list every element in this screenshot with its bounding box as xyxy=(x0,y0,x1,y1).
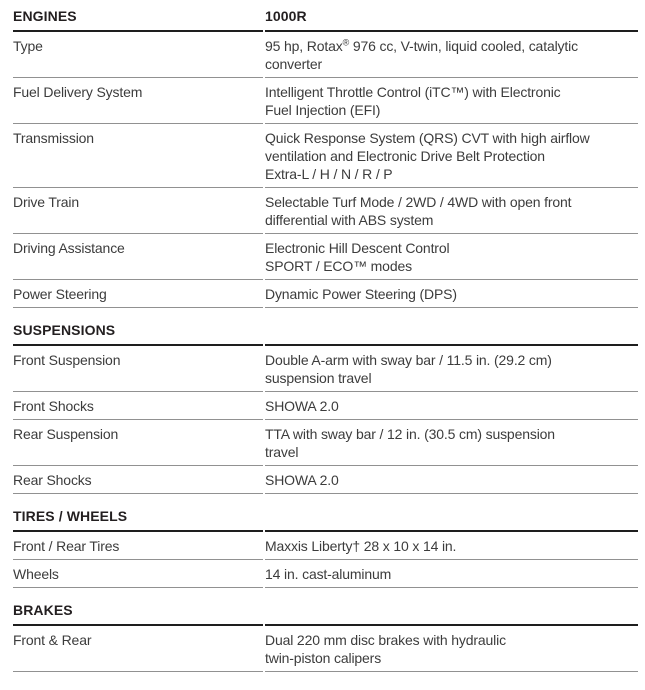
spec-value: Maxxis Liberty† 28 x 10 x 14 in. xyxy=(265,532,638,560)
section-heading-value: 1000R xyxy=(265,8,638,32)
section-header-row xyxy=(13,508,638,532)
spec-section-brakes xyxy=(13,602,638,672)
section-header-row xyxy=(13,322,638,346)
section-heading-value xyxy=(265,508,638,532)
spec-label: Drive Train xyxy=(13,188,263,234)
spec-value: TTA with sway bar / 12 in. (30.5 cm) suspension travel xyxy=(265,420,638,466)
section-heading: SUSPENSIONS xyxy=(13,322,263,346)
spec-row xyxy=(13,32,638,78)
spec-value: Dual 220 mm disc brakes with hydraulic twin-piston calipers xyxy=(265,626,638,672)
spec-row xyxy=(13,392,638,420)
spec-row xyxy=(13,234,638,280)
spec-row xyxy=(13,420,638,466)
section-heading: BRAKES xyxy=(13,602,263,626)
spec-section-suspensions xyxy=(13,322,638,494)
registered-trademark-symbol: ® xyxy=(342,37,350,48)
spec-value: SHOWA 2.0 xyxy=(265,466,638,494)
spec-value: SHOWA 2.0 xyxy=(265,392,638,420)
spec-value: Dynamic Power Steering (DPS) xyxy=(265,280,638,308)
spec-value: 14 in. cast-aluminum xyxy=(265,560,638,588)
spec-row xyxy=(13,532,638,560)
section-heading-value xyxy=(265,602,638,626)
spec-row xyxy=(13,280,638,308)
spec-row xyxy=(13,188,638,234)
spec-row xyxy=(13,466,638,494)
section-heading: TIRES / WHEELS xyxy=(13,508,263,532)
spec-value: Intelligent Throttle Control (iTC™) with Electronic Fuel Injection (EFI) xyxy=(265,78,638,124)
section-heading-value xyxy=(265,322,638,346)
spec-value: Quick Response System (QRS) CVT with high airflow ventilation and Electronic Drive Belt Protection Extra-L / H / N / R / P xyxy=(265,124,638,188)
spec-table xyxy=(13,8,638,672)
spec-value: Double A-arm with sway bar / 11.5 in. (29.2 cm) suspension travel xyxy=(265,346,638,392)
spec-row xyxy=(13,626,638,672)
spec-label: Transmission xyxy=(13,124,263,188)
spec-row xyxy=(13,560,638,588)
spec-label: Wheels xyxy=(13,560,263,588)
section-header-row xyxy=(13,602,638,626)
spec-label: Front Suspension xyxy=(13,346,263,392)
spec-label: Front Shocks xyxy=(13,392,263,420)
spec-label: Rear Suspension xyxy=(13,420,263,466)
section-header-row xyxy=(13,8,638,32)
spec-label: Power Steering xyxy=(13,280,263,308)
spec-row xyxy=(13,124,638,188)
spec-label: Front & Rear xyxy=(13,626,263,672)
spec-value: Electronic Hill Descent Control SPORT / ECO™ modes xyxy=(265,234,638,280)
section-heading: ENGINES xyxy=(13,8,263,32)
spec-section-engines xyxy=(13,8,638,308)
spec-label: Fuel Delivery System xyxy=(13,78,263,124)
spec-label: Type xyxy=(13,32,263,78)
spec-label: Front / Rear Tires xyxy=(13,532,263,560)
spec-section-tires-wheels xyxy=(13,508,638,588)
spec-label: Rear Shocks xyxy=(13,466,263,494)
spec-value: 95 hp, Rotax® 976 cc, V-twin, liquid cooled, catalytic converter xyxy=(265,32,638,78)
spec-value: Selectable Turf Mode / 2WD / 4WD with open front differential with ABS system xyxy=(265,188,638,234)
spec-row xyxy=(13,78,638,124)
spec-label: Driving Assistance xyxy=(13,234,263,280)
spec-row xyxy=(13,346,638,392)
